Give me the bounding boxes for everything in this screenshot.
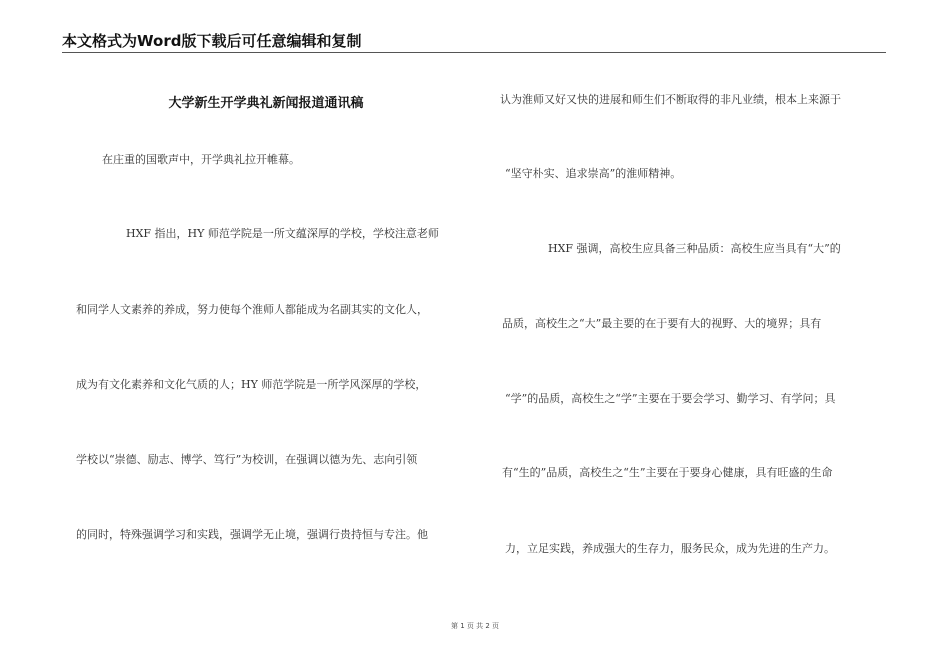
paragraph-line: 和同学人文素养的养成，努力使每个淮师人都能成为名副其实的文化人， (76, 303, 428, 316)
paragraph-line: HXF 指出，HY 师范学院是一所文蕴深厚的学校，学校注意老师 (126, 227, 439, 240)
page-indicator: 第 1 页 共 2 页 (450, 622, 500, 630)
paragraph-line: “学”的品质，高校生之“学”主要在于要会学习、勤学习、有学问；具 (505, 392, 836, 405)
paragraph-line: 在庄重的国歌声中，开学典礼拉开帷幕。 (102, 153, 300, 166)
paragraph-line: 品质，高校生之“大”最主要的在于要有大的视野、大的境界；具有 (502, 317, 822, 330)
paragraph-line: 认为淮师又好又快的进展和师生们不断取得的非凡业绩，根本上来源于 (500, 93, 841, 106)
header-divider (62, 52, 886, 53)
paragraph-line: “坚守朴实、追求崇高”的淮师精神。 (505, 167, 682, 180)
paragraph-line: 的同时，特殊强调学习和实践，强调学无止境，强调行贵持恒与专注。他 (76, 528, 428, 541)
paragraph-line: 力，立足实践，养成强大的生存力，服务民众，成为先进的生产力。 (505, 542, 835, 555)
paragraph-line: 成为有文化素养和文化气质的人；HY 师范学院是一所学风深厚的学校， (76, 378, 427, 391)
download-banner: 本文格式为Word版下载后可任意编辑和复制 (62, 32, 362, 50)
paragraph-line: HXF 强调，高校生应具备三种品质：高校生应当具有“大”的 (548, 242, 841, 255)
paragraph-line: 有“生的”品质，高校生之“生”主要在于要身心健康，具有旺盛的生命 (502, 466, 833, 479)
paragraph-line: 学校以“崇德、励志、博学、笃行”为校训，在强调以德为先、志向引领 (76, 453, 418, 466)
document-title: 大学新生开学典礼新闻报道通讯稿 (168, 96, 364, 111)
